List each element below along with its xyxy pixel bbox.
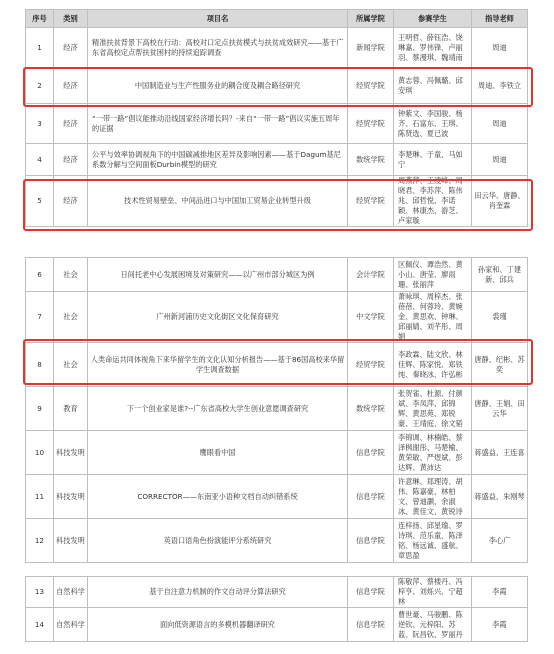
row-advisors: 李霞 — [472, 608, 528, 642]
col-header-advisors: 指导老师 — [472, 10, 528, 28]
table-row — [26, 343, 528, 387]
row-project: 基于自注意力机制的作文自动评分算法研究 — [88, 577, 348, 608]
table-row — [26, 475, 528, 519]
project-table-3 — [25, 576, 528, 642]
row-project: 日间托老中心发展困境及对策研究——以广州市部分城区为例 — [88, 258, 348, 292]
table-row — [26, 608, 528, 642]
row-no: 9 — [26, 387, 54, 431]
row-students: 连梓扬、邱星瑜、罗诗琪、范乐童、陈泽铭、杨远诚、盛航、章思盈 — [394, 519, 472, 563]
row-students: 萧咏琪、周梓杰、张蓓蓓、何蓉玲、黄婉金、黄思欢、钟琳、邱丽婧、刘芊彤、周娟 — [394, 292, 472, 343]
row-no: 13 — [26, 577, 54, 608]
row-advisors: 周迪 — [472, 28, 528, 68]
row-category: 社会 — [54, 292, 88, 343]
row-students: 曹世豪、马骏鹏、陈逆钦、元梓阳、苏蓝、阮昌钦、罗丽丹 — [394, 608, 472, 642]
row-no: 7 — [26, 292, 54, 343]
table-row — [26, 28, 528, 68]
row-category: 经济 — [54, 176, 88, 227]
row-students: 张贺雀、杜源、付颜斌、李凤萍、邱锦辉、黄思苑、郑锐豪、王靖庭、徐文韬 — [394, 387, 472, 431]
table-row — [26, 176, 528, 227]
row-category: 社会 — [54, 258, 88, 292]
row-advisors: 周迪 — [472, 144, 528, 176]
row-college: 中文学院 — [348, 292, 394, 343]
row-college: 数统学院 — [348, 144, 394, 176]
row-project: 中国制造业与生产性服务业的耦合度及耦合路径研究 — [88, 68, 348, 104]
row-college: 信息学院 — [348, 519, 394, 563]
row-advisors: 田云华、唐静、肖奎霖 — [472, 176, 528, 227]
row-college: 经贸学院 — [348, 68, 394, 104]
row-students: 周燕萍、王凌峰、周晓君、李苏萍、陈伟兆、邱哲悦、李诺颖、林康杰、游芝、卢家璇 — [394, 176, 472, 227]
col-header-college: 所属学院 — [348, 10, 394, 28]
row-advisors: 唐静、纪彬、苏奕 — [472, 343, 528, 387]
row-advisors: 李霞 — [472, 577, 528, 608]
table-row — [26, 292, 528, 343]
col-header-no: 序号 — [26, 10, 54, 28]
table-row — [26, 431, 528, 475]
row-no: 3 — [26, 104, 54, 144]
row-category: 科技发明 — [54, 475, 88, 519]
project-table-2 — [25, 257, 528, 563]
row-advisors: 唐静、王娟、田云华 — [472, 387, 528, 431]
row-project: 鹰眼看中国 — [88, 431, 348, 475]
row-category: 科技发明 — [54, 431, 88, 475]
row-students: 钟紫文、李国骏、杨齐、石富东、王琪、陈贤选、夏已波 — [394, 104, 472, 144]
row-project: “一带一路”倡议能推动沿线国家经济增长吗？-来自“一带一路”倡议实施五周年的证据 — [88, 104, 348, 144]
row-category: 教育 — [54, 387, 88, 431]
row-no: 14 — [26, 608, 54, 642]
row-advisors: 周迪 — [472, 104, 528, 144]
table-row — [26, 577, 528, 608]
row-category: 科技发明 — [54, 519, 88, 563]
row-category: 自然科学 — [54, 577, 88, 608]
table-row — [26, 104, 528, 144]
table-row — [26, 519, 528, 563]
row-no: 8 — [26, 343, 54, 387]
row-category: 经济 — [54, 144, 88, 176]
row-advisors: 蒋盛益、王连喜 — [472, 431, 528, 475]
row-category: 经济 — [54, 28, 88, 68]
row-advisors: 孙家和、丁建新、邱兵 — [472, 258, 528, 292]
table-header — [26, 10, 528, 28]
row-college: 新闻学院 — [348, 28, 394, 68]
col-header-project: 项目名 — [88, 10, 348, 28]
row-no: 4 — [26, 144, 54, 176]
row-advisors: 李心广 — [472, 519, 528, 563]
row-no: 5 — [26, 176, 54, 227]
row-college: 经贸学院 — [348, 104, 394, 144]
row-college: 经贸学院 — [348, 343, 394, 387]
row-project: 英语口语角色扮演能评分系统研究 — [88, 519, 348, 563]
row-project: 技术性贸易壁垒、中间品进口与中国加工贸易企业转型升级 — [88, 176, 348, 227]
row-college: 信息学院 — [348, 608, 394, 642]
row-advisors: 蒋盛益、朱刚琴 — [472, 475, 528, 519]
row-project: 公平与效率协调视角下的中国碳减排地区差异及影响因素——基于Dagum基尼系数分解与空间面板Durbin模型的研究 — [88, 144, 348, 176]
row-students: 李锦调、林楠皓、蔡泽枫谢彤、马楚榆、黄荣敏、严煜斌、彭达辉、黄沛达 — [394, 431, 472, 475]
row-category: 自然科学 — [54, 608, 88, 642]
row-students: 李楚琳、于童、马如宁 — [394, 144, 472, 176]
row-no: 1 — [26, 28, 54, 68]
row-project: 面向低资源语言的多模机器翻译研究 — [88, 608, 348, 642]
row-students: 区佩仪、谭浩然、黄小山、唐莹、廖雨珊、张丽萍 — [394, 258, 472, 292]
row-college: 信息学院 — [348, 577, 394, 608]
row-students: 李政霖、陆文欣、林佳辉、陈家悦、郑铁纯、秦晓冰、许弘彬 — [394, 343, 472, 387]
row-students: 陈敬萍、蔡楼丹、冯梓亨、刘烁兴、宁超林 — [394, 577, 472, 608]
row-no: 12 — [26, 519, 54, 563]
row-no: 11 — [26, 475, 54, 519]
row-no: 2 — [26, 68, 54, 104]
row-students: 黄志蓉、冯佩璐、邱安琪 — [394, 68, 472, 104]
row-college: 信息学院 — [348, 431, 394, 475]
row-advisors: 周迪、李铁立 — [472, 68, 528, 104]
row-college: 数统学院 — [348, 387, 394, 431]
row-project: 下一个创业家是谁?--广东省高校大学生创业意愿调查研究 — [88, 387, 348, 431]
row-category: 社会 — [54, 343, 88, 387]
row-project: 广州新河浦历史文化街区文化保育研究 — [88, 292, 348, 343]
row-college: 经贸学院 — [348, 176, 394, 227]
row-advisors: 裘瑾 — [472, 292, 528, 343]
project-table-1 — [25, 9, 528, 227]
row-students: 王明哲、薛钰浩、饶琳嘉、罗伟锋、卢丽羽、蔡漫琪、魏靖南 — [394, 28, 472, 68]
row-college: 会计学院 — [348, 258, 394, 292]
row-category: 经济 — [54, 104, 88, 144]
row-no: 10 — [26, 431, 54, 475]
row-project: CORRECTOR——东南亚小语种文档自动纠错系统 — [88, 475, 348, 519]
table-row — [26, 68, 528, 104]
row-category: 经济 — [54, 68, 88, 104]
row-no: 6 — [26, 258, 54, 292]
row-college: 信息学院 — [348, 475, 394, 519]
col-header-students: 参赛学生 — [394, 10, 472, 28]
row-project: 人类命运共同体视角下来华留学生的文化认知分析报告——基于86国高校来华留学生调查数据 — [88, 343, 348, 387]
row-project: 精准扶贫背景下高校在行动：高校对口定点扶贫模式与扶贫成效研究——基于广东省高校定点帮扶贫困村的持续追踪调查 — [88, 28, 348, 68]
table-row — [26, 387, 528, 431]
table-row — [26, 258, 528, 292]
col-header-category: 类别 — [54, 10, 88, 28]
row-students: 许意琳、郑理涛、胡伟、陈嘉豪、林柏文、曾迪灏、余淑冰、黄佳文、黄锐诗 — [394, 475, 472, 519]
table-row — [26, 144, 528, 176]
